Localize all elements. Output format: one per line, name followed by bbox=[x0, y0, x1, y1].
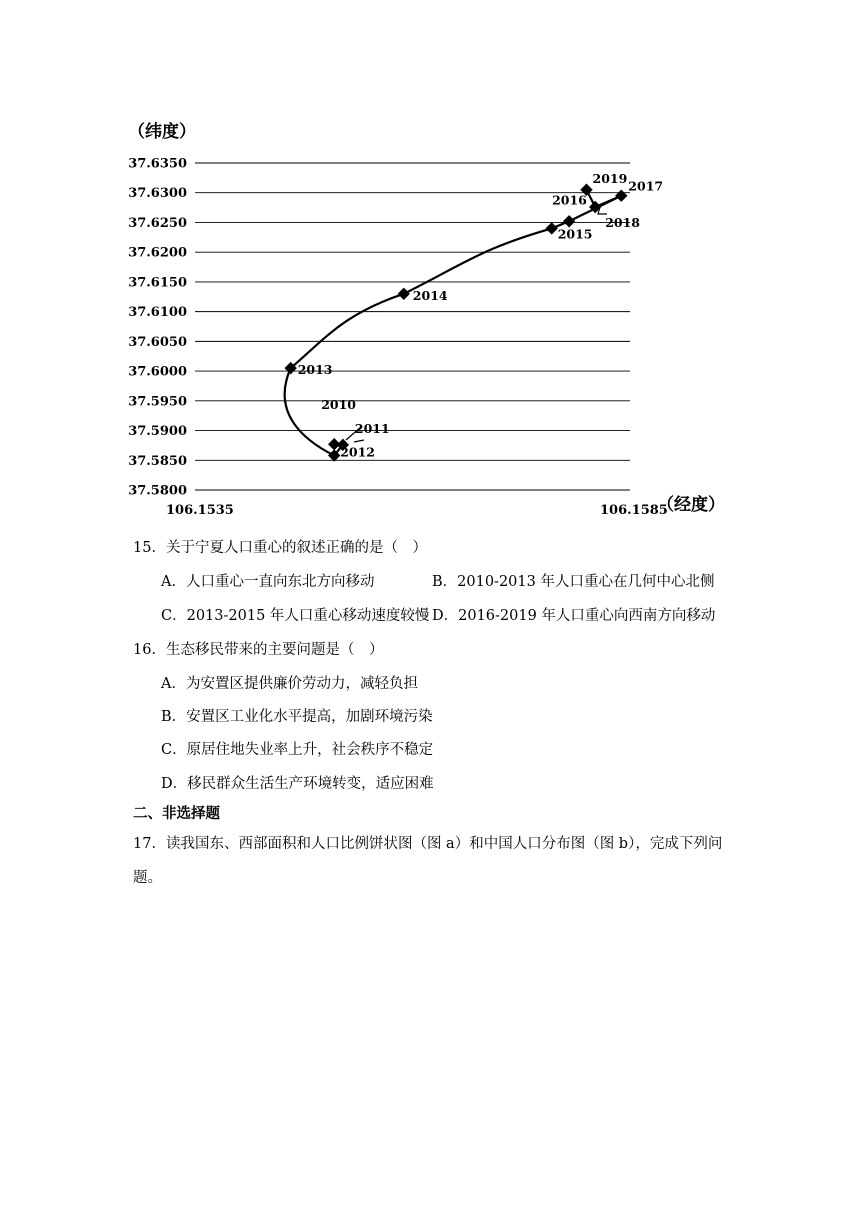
y-tick-label: 37.5800 bbox=[128, 483, 187, 499]
question-15-stem: 15．关于宁夏人口重心的叙述正确的是（ ） bbox=[133, 540, 427, 556]
question-15-option-a: A．人口重心一直向东北方向移动 bbox=[161, 574, 375, 590]
y-tick-label: 37.6050 bbox=[128, 334, 187, 350]
x-axis-label: （经度） bbox=[657, 495, 725, 515]
gridlines bbox=[195, 163, 630, 490]
x-tick-max: 106.1585 bbox=[600, 503, 668, 518]
question-15-option-d: D．2016-2019 年人口重心向西南方向移动 bbox=[432, 608, 716, 624]
y-tick-labels bbox=[128, 157, 187, 499]
x-tick-min: 106.1535 bbox=[166, 503, 234, 518]
y-tick-label: 37.5900 bbox=[128, 424, 187, 440]
question-17-line-2: 题。 bbox=[133, 870, 162, 886]
section-heading: 二、非选择题 bbox=[133, 805, 220, 822]
y-tick-label: 37.6150 bbox=[128, 275, 187, 291]
point-labels bbox=[298, 171, 663, 460]
point-label-2019: 2019 bbox=[592, 170, 628, 186]
y-tick-label: 37.5950 bbox=[128, 394, 187, 410]
point-marker-2015 bbox=[546, 222, 558, 234]
y-axis-label: （纬度） bbox=[128, 122, 196, 142]
population-center-chart bbox=[0, 0, 860, 530]
question-16-option-d: D．移民群众生活生产环境转变，适应困难 bbox=[161, 776, 434, 792]
y-tick-label: 37.6200 bbox=[128, 245, 187, 261]
y-tick-label: 37.6350 bbox=[128, 156, 187, 172]
y-tick-label: 37.6000 bbox=[128, 364, 187, 380]
point-label-2011: 2011 bbox=[354, 420, 390, 436]
point-markers bbox=[285, 184, 628, 462]
question-15-option-c: C．2013-2015 年人口重心移动速度较慢 bbox=[161, 608, 430, 624]
question-15-option-b: B．2010-2013 年人口重心在几何中心北侧 bbox=[432, 574, 715, 590]
point-label-2018: 2018 bbox=[605, 214, 640, 230]
point-label-2010: 2010 bbox=[321, 397, 356, 413]
label-leader-2011 bbox=[354, 440, 364, 442]
point-label-2013: 2013 bbox=[297, 362, 333, 378]
question-16-option-b: B．安置区工业化水平提高，加剧环境污染 bbox=[161, 709, 433, 725]
point-label-2014: 2014 bbox=[412, 287, 448, 303]
question-16-option-a: A．为安置区提供廉价劳动力，减轻负担 bbox=[161, 676, 418, 692]
point-marker-2017 bbox=[615, 190, 627, 202]
y-tick-label: 37.5850 bbox=[128, 453, 187, 469]
question-16-option-c: C．原居住地失业率上升，社会秩序不稳定 bbox=[161, 742, 434, 758]
y-tick-label: 37.6300 bbox=[128, 186, 187, 202]
y-tick-label: 37.6250 bbox=[128, 215, 187, 231]
point-marker-2014 bbox=[398, 288, 410, 300]
question-17-line-1: 17．读我国东、西部面积和人口比例饼状图（图 a）和中国人口分布图（图 b），完成下列问 bbox=[133, 836, 723, 852]
question-16-stem: 16．生态移民带来的主要问题是（ ） bbox=[133, 642, 384, 658]
point-label-2016: 2016 bbox=[552, 192, 587, 208]
point-label-2012: 2012 bbox=[340, 444, 375, 460]
y-tick-label: 37.6100 bbox=[128, 305, 187, 321]
point-label-2015: 2015 bbox=[557, 226, 593, 242]
point-label-2017: 2017 bbox=[628, 178, 664, 194]
